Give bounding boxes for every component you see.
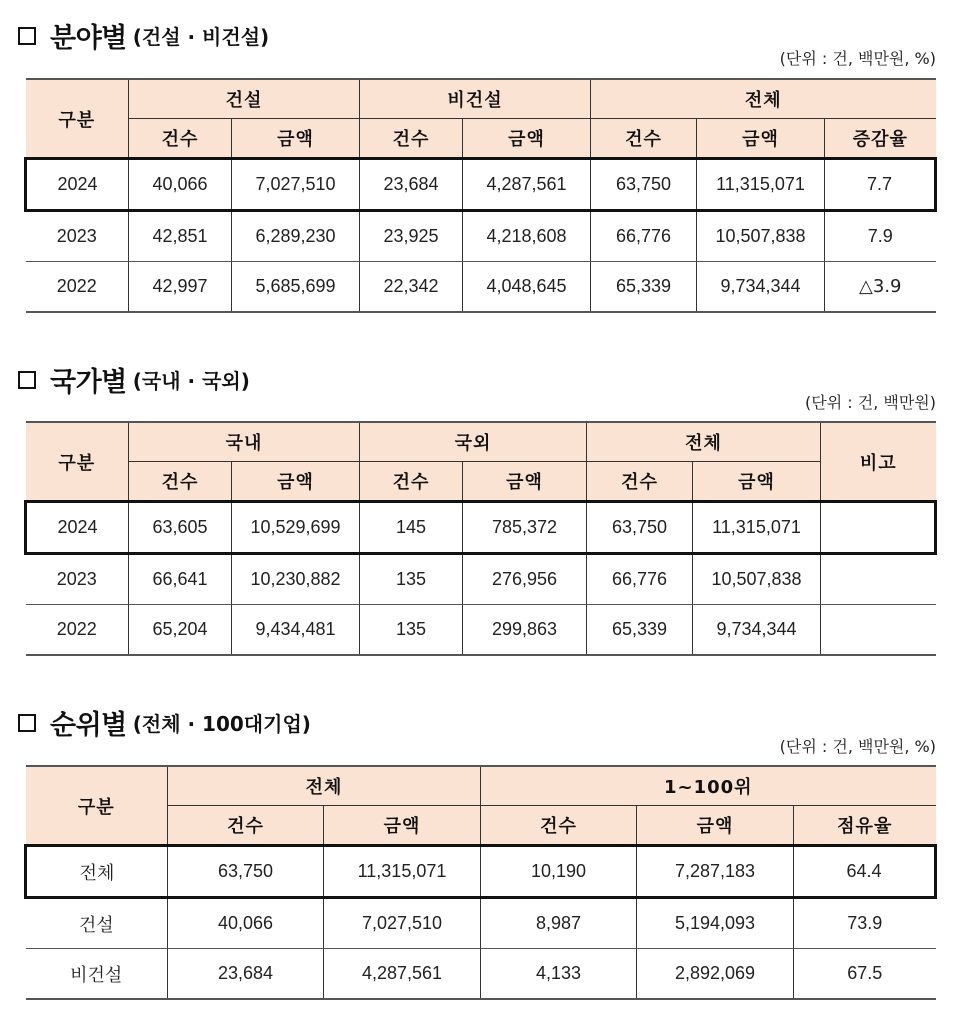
header-group-total: 전체 <box>591 79 936 119</box>
cell-count: 42,851 <box>129 211 232 262</box>
section1-unit: (단위 : 건, 백만원, %) <box>779 49 936 68</box>
cell-count: 8,987 <box>481 898 637 949</box>
cell-note <box>821 605 936 656</box>
header-group-top100: 1~100위 <box>481 766 936 806</box>
header-amount: 금액 <box>324 806 481 846</box>
header-amount: 금액 <box>693 462 821 502</box>
section3-title: 순위별 <box>50 710 127 741</box>
cell-amount: 7,027,510 <box>232 159 360 211</box>
cell-amount: 10,507,838 <box>693 554 821 605</box>
row-label: 비건설 <box>26 949 168 1000</box>
cell-count: 66,641 <box>129 554 232 605</box>
cell-amount: 7,287,183 <box>637 846 794 898</box>
row-label: 2022 <box>26 262 129 313</box>
header-group-overseas: 국외 <box>360 422 587 462</box>
cell-amount: 4,287,561 <box>324 949 481 1000</box>
section2-title: 국가별 <box>50 367 127 398</box>
header-amount: 금액 <box>232 462 360 502</box>
table-row <box>26 159 936 211</box>
cell-amount: 4,218,608 <box>463 211 591 262</box>
header-group-domestic: 국내 <box>129 422 360 462</box>
cell-note <box>821 502 936 554</box>
cell-count: 65,204 <box>129 605 232 656</box>
cell-amount: 11,315,071 <box>693 502 821 554</box>
header-count: 건수 <box>129 119 232 159</box>
cell-count: 42,997 <box>129 262 232 313</box>
section2-heading <box>18 360 250 399</box>
table-row <box>26 554 936 605</box>
row-label: 2023 <box>26 554 129 605</box>
cell-amount: 785,372 <box>463 502 587 554</box>
cell-amount: 10,529,699 <box>232 502 360 554</box>
row-label: 전체 <box>26 846 168 898</box>
header-share: 점유율 <box>794 806 936 846</box>
checkbox-square-icon <box>18 714 36 732</box>
header-count: 건수 <box>168 806 324 846</box>
checkbox-square-icon <box>18 371 36 389</box>
table-row <box>26 949 936 1000</box>
header-gubun: 구분 <box>26 766 168 846</box>
cell-count: 4,133 <box>481 949 637 1000</box>
cell-count: 23,925 <box>360 211 463 262</box>
header-group-total: 전체 <box>587 422 821 462</box>
header-group-construction: 건설 <box>129 79 360 119</box>
header-note: 비고 <box>821 422 936 502</box>
cell-rate: 7.9 <box>825 211 936 262</box>
cell-count: 135 <box>360 605 463 656</box>
cell-share: 73.9 <box>794 898 936 949</box>
cell-count: 40,066 <box>168 898 324 949</box>
cell-amount: 10,230,882 <box>232 554 360 605</box>
header-rate: 증감율 <box>825 119 936 159</box>
cell-count: 22,342 <box>360 262 463 313</box>
section3-unit: (단위 : 건, 백만원, %) <box>779 737 936 756</box>
header-count: 건수 <box>360 462 463 502</box>
table-row <box>26 262 936 313</box>
header-gubun: 구분 <box>26 79 129 159</box>
header-group-nonconstruction: 비건설 <box>360 79 591 119</box>
header-group-total: 전체 <box>168 766 481 806</box>
cell-count: 23,684 <box>360 159 463 211</box>
cell-amount: 9,434,481 <box>232 605 360 656</box>
cell-amount: 9,734,344 <box>693 605 821 656</box>
header-amount: 금액 <box>463 462 587 502</box>
section2-subtitle: (국내 · 국외) <box>132 369 250 393</box>
table-row <box>26 211 936 262</box>
cell-count: 10,190 <box>481 846 637 898</box>
row-label: 2024 <box>26 502 129 554</box>
section2-table <box>24 421 937 656</box>
header-count: 건수 <box>587 462 693 502</box>
table-row <box>26 502 936 554</box>
section2-unit: (단위 : 건, 백만원) <box>805 393 936 412</box>
header-count: 건수 <box>129 462 232 502</box>
cell-count: 40,066 <box>129 159 232 211</box>
header-count: 건수 <box>360 119 463 159</box>
cell-amount: 9,734,344 <box>697 262 825 313</box>
section3-heading <box>18 703 311 742</box>
cell-count: 66,776 <box>587 554 693 605</box>
cell-count: 23,684 <box>168 949 324 1000</box>
cell-count: 135 <box>360 554 463 605</box>
table-row <box>26 898 936 949</box>
row-label: 2023 <box>26 211 129 262</box>
cell-amount: 299,863 <box>463 605 587 656</box>
header-gubun: 구분 <box>26 422 129 502</box>
cell-count: 65,339 <box>591 262 697 313</box>
header-amount: 금액 <box>697 119 825 159</box>
cell-amount: 4,048,645 <box>463 262 591 313</box>
cell-amount: 11,315,071 <box>324 846 481 898</box>
cell-amount: 11,315,071 <box>697 159 825 211</box>
table-row <box>26 605 936 656</box>
cell-note <box>821 554 936 605</box>
row-label: 2024 <box>26 159 129 211</box>
row-label: 2022 <box>26 605 129 656</box>
cell-count: 63,605 <box>129 502 232 554</box>
section1-subtitle: (건설 · 비건설) <box>132 25 270 49</box>
header-amount: 금액 <box>637 806 794 846</box>
header-amount: 금액 <box>232 119 360 159</box>
cell-amount: 7,027,510 <box>324 898 481 949</box>
cell-count: 145 <box>360 502 463 554</box>
cell-rate: △3.9 <box>825 262 936 313</box>
cell-amount: 276,956 <box>463 554 587 605</box>
cell-amount: 5,685,699 <box>232 262 360 313</box>
row-label: 건설 <box>26 898 168 949</box>
table-row <box>26 846 936 898</box>
header-count: 건수 <box>591 119 697 159</box>
cell-amount: 6,289,230 <box>232 211 360 262</box>
cell-amount: 4,287,561 <box>463 159 591 211</box>
cell-amount: 10,507,838 <box>697 211 825 262</box>
section1-table <box>24 78 937 313</box>
cell-share: 67.5 <box>794 949 936 1000</box>
section1-title: 분야별 <box>50 23 127 54</box>
cell-count: 65,339 <box>587 605 693 656</box>
cell-count: 66,776 <box>591 211 697 262</box>
cell-count: 63,750 <box>587 502 693 554</box>
header-count: 건수 <box>481 806 637 846</box>
checkbox-square-icon <box>18 27 36 45</box>
header-amount: 금액 <box>463 119 591 159</box>
section1-heading <box>18 16 269 55</box>
cell-rate: 7.7 <box>825 159 936 211</box>
section3-table <box>24 765 937 1000</box>
cell-share: 64.4 <box>794 846 936 898</box>
cell-count: 63,750 <box>591 159 697 211</box>
section3-subtitle: (전체 · 100대기업) <box>132 712 311 736</box>
cell-amount: 5,194,093 <box>637 898 794 949</box>
cell-amount: 2,892,069 <box>637 949 794 1000</box>
cell-count: 63,750 <box>168 846 324 898</box>
